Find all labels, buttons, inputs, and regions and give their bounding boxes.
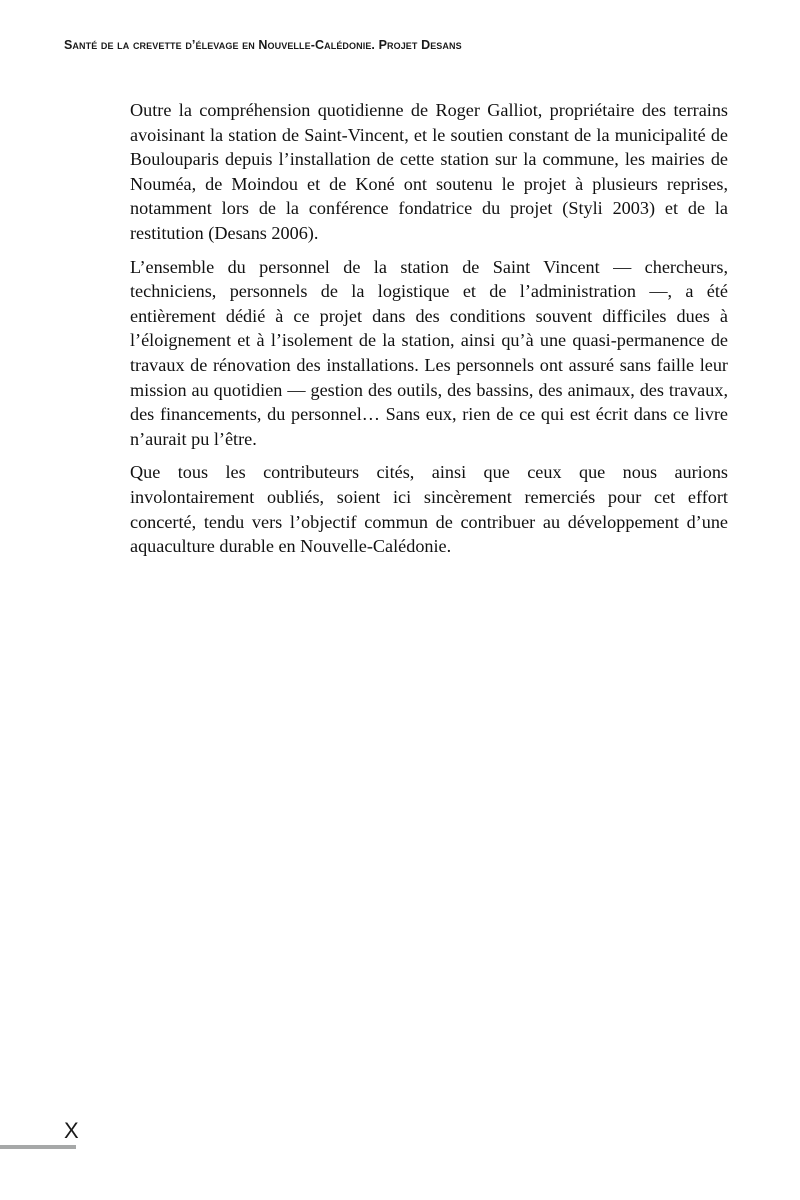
body-text [130,98,728,568]
paragraph: Outre la compréhension quotidienne de Roger Galliot, propriétaire des terrains avoisinant la station de Saint-Vincent, et le soutien constant de la municipalité de Boulouparis depuis l’installation de cette station sur la commune, les mairies de Nouméa, de Moindou et de Koné ont soutenu le projet à plusieurs reprises, notamment lors de la conférence fondatrice du projet (Styli 2003) et de la restitution (Desans 2006). [130,100,728,243]
paragraph: Que tous les contributeurs cités, ainsi que ceux que nous aurions involontairement oubliés, soient ici sincèrement remerciés pour cet effort concerté, tendu vers l’objectif commun de contribuer au développement d’une aquaculture durable en Nouvelle-Calédonie. [130,462,728,557]
footer-rule [0,1145,76,1149]
running-header: Santé de la crevette d’élevage en Nouvelle-Calédonie. Projet Desans [64,38,462,52]
paragraph: L’ensemble du personnel de la station de Saint Vincent — chercheurs, techniciens, personnels de la logistique et de l’administration —, a été entièrement dédié à ce projet dans des conditions souvent difficiles dues à l’éloignement et à l’isolement de la station, ainsi qu’à une quasi-permanence de travaux de rénovation des installations. Les personnels ont assuré sans faille leur mission au quotidien — gestion des outils, des bassins, des animaux, des travaux, des financements, du personnel… Sans eux, rien de ce qui est écrit dans ce livre n’aurait pu l’être. [130,256,728,449]
page-number: X [64,1118,79,1143]
